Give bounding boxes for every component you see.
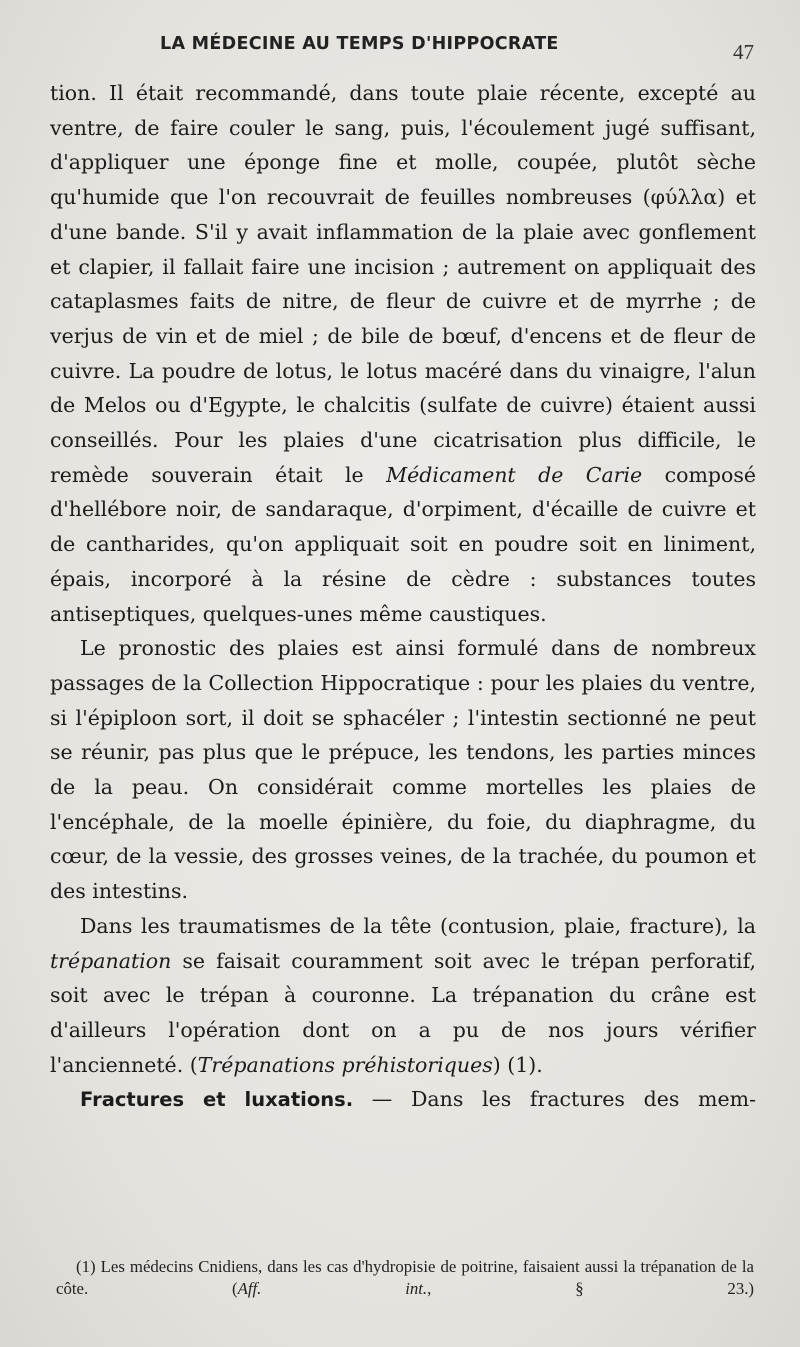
running-title: LA MÉDECINE AU TEMPS D'HIPPOCRATE <box>160 34 559 54</box>
section-heading-fractures: Fractures et luxations. <box>80 1088 354 1112</box>
text-run: (1) Les médecins Cnidiens, dans les cas d'hydropisie de poitrine, faisaient aussi la trépanation de la côte. ( <box>56 1257 754 1298</box>
text-run: — Dans les fractures des mem- <box>353 1087 756 1112</box>
text-run: se faisait couramment soit avec le trépan perforatif, soit avec le trépan à couronne. La trépanation du crâne est d'ailleurs l'opération dont on a pu de nos jours vérifier l'ancienneté. ( <box>50 948 756 1077</box>
italic-term: trépanation <box>50 948 172 973</box>
footnote-text <box>56 1256 754 1300</box>
text-run: ) (1). <box>492 1052 543 1077</box>
italic-term: Médicament de Carie <box>386 462 643 487</box>
text-run: , § 23.) <box>427 1279 754 1298</box>
paragraph-fractures <box>50 1082 756 1118</box>
paragraph-wound-treatment <box>50 76 756 631</box>
text-run: tion. Il était recommandé, dans toute plaie récente, excepté au ventre, de faire couler le sang, puis, l'écoulement jugé suffisant, d'appliquer une éponge fine et molle, coupée, plutôt sèche qu'humide que l'on recouvrait de feuilles nombreuses (φύλλα) et d'une bande. S'il y avait inflammation de la plaie avec gonflement et clapier, il fallait faire une incision ; autrement on appliquait des cataplasmes faits de nitre, de fleur de cuivre et de myrrhe ; de verjus de vin et de miel ; de bile de bœuf, d'encens et de fleur de cuivre. La poudre de lotus, le lotus macéré dans du vinaigre, l'alun de Melos ou d'Egypte, le chalcitis (sulfate de cuivre) étaient aussi conseillés. Pour les plaies d'une cicatrisation plus difficile, le remède souverain était le <box>50 81 756 487</box>
paragraph-prognosis: Le pronostic des plaies est ainsi formulé dans de nombreux passages de la Collection Hippocratique : pour les plaies du ventre, si l'épiploon sort, il doit se sphacéler ; l'intestin sectionné ne peut se réunir, pas plus que le prépuce, les tendons, les parties minces de la peau. On considérait comme mortelles les plaies de l'encéphale, de la moelle épinière, du foie, du diaphragme, du cœur, de la vessie, des grosses veines, de la trachée, du poumon et des intestins. <box>50 636 756 904</box>
italic-term: Trépanations préhistoriques <box>197 1052 493 1077</box>
footnote <box>56 1256 754 1300</box>
text-run: Dans les traumatismes de la tête (contusion, plaie, fracture), la <box>80 913 756 938</box>
text-run: composé d'hellébore noir, de sandaraque, d'orpiment, d'écaille de cuivre et de cantharides, qu'on appliquait soit en poudre soit en liniment, épais, incorporé à la résine de cèdre : substances toutes antiseptiques, quelques-unes même caustiques. <box>50 462 757 626</box>
page-number: 47 <box>733 40 754 64</box>
body-text <box>50 76 756 1118</box>
paragraph-trepanation <box>50 909 756 1083</box>
italic-reference: Aff. int. <box>237 1279 428 1298</box>
